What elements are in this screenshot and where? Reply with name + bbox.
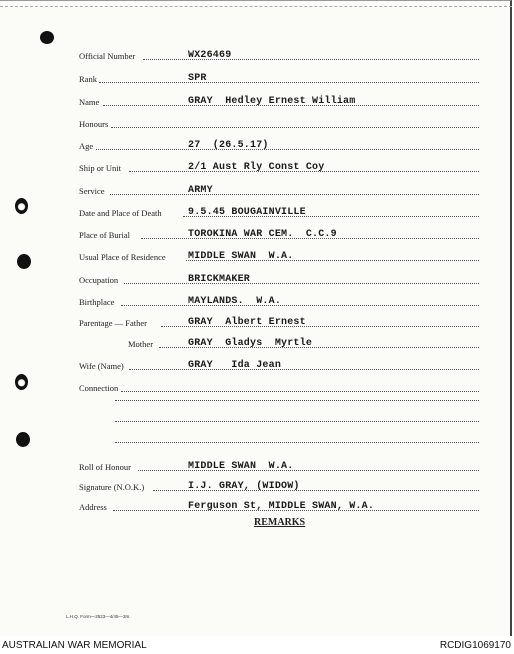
remarks-heading: REMARKS (254, 517, 306, 528)
field-value: TOROKINA WAR CEM. C.C.9 (188, 229, 337, 240)
field-label: Occupation (79, 275, 119, 285)
field-official-number (79, 47, 479, 61)
form-imprint: L.H.Q. Form—2523—4/45—3m. (66, 614, 131, 619)
field-label: Mother (128, 339, 154, 349)
connection-blank-line (115, 421, 479, 422)
field-honours (79, 115, 479, 129)
field-value: 9.5.45 BOUGAINVILLE (188, 207, 306, 218)
field-occupation (79, 271, 479, 285)
dotted-rule (121, 305, 479, 306)
record-id: RCDIG1069170 (439, 640, 511, 651)
field-residence (79, 248, 479, 262)
field-label: Official Number (79, 51, 136, 61)
dotted-rule (121, 391, 479, 392)
field-label: Service (79, 186, 105, 196)
field-value: 2/1 Aust Rly Const Coy (188, 162, 325, 173)
connection-blank-line (115, 400, 479, 401)
punch-hole-icon (15, 198, 28, 214)
field-label: Connection (79, 383, 119, 393)
field-signature (79, 478, 479, 492)
field-ship-or-unit (79, 159, 479, 173)
field-value: MIDDLE SWAN W.A. (188, 461, 294, 472)
punch-hole-icon (15, 374, 28, 390)
connection-blank-line (115, 442, 479, 443)
field-address (79, 498, 479, 512)
field-name (79, 93, 479, 107)
field-label: Address (79, 502, 107, 512)
field-label: Usual Place of Residence (79, 252, 166, 262)
field-place-of-burial (79, 226, 479, 240)
field-date-place-death (79, 204, 479, 218)
field-value: GRAY Hedley Ernest William (188, 96, 356, 107)
field-value: WX26469 (188, 50, 232, 61)
field-connection (79, 379, 479, 393)
archive-name: AUSTRALIAN WAR MEMORIAL (2, 640, 147, 651)
field-age (79, 137, 479, 151)
field-value: GRAY Gladys Myrtle (188, 338, 313, 349)
top-border (0, 1, 512, 7)
field-label: Name (79, 97, 100, 107)
field-label: Age (79, 141, 94, 151)
dotted-rule (96, 149, 479, 150)
field-service (79, 182, 479, 196)
field-label: Birthplace (79, 297, 115, 307)
field-value: Ferguson St, MIDDLE SWAN, W.A. (188, 501, 375, 512)
field-rank (79, 70, 479, 84)
field-label: Honours (79, 119, 109, 129)
field-label: Wife (Name) (79, 361, 124, 371)
field-value: ARMY (188, 185, 213, 196)
field-label: Date and Place of Death (79, 208, 162, 218)
field-label: Roll of Honour (79, 462, 131, 472)
dotted-rule (129, 369, 479, 370)
field-value: MAYLANDS. W.A. (188, 296, 282, 307)
punch-hole-icon (40, 31, 54, 44)
field-wife (79, 357, 479, 371)
dotted-rule (111, 127, 479, 128)
dotted-rule (110, 194, 479, 195)
field-label: Ship or Unit (79, 163, 122, 173)
field-roll-of-honour (79, 458, 479, 472)
archive-footer (0, 640, 514, 654)
field-mother (79, 335, 479, 349)
field-label: Place of Burial (79, 230, 130, 240)
field-value: BRICKMAKER (188, 274, 251, 285)
field-birthplace (79, 293, 479, 307)
dotted-rule (124, 283, 479, 284)
field-value: I.J. GRAY, (WIDOW) (188, 481, 300, 492)
punch-hole-icon (16, 432, 30, 447)
field-value: GRAY Ida Jean (188, 360, 282, 371)
field-value: GRAY Albert Ernest (188, 317, 306, 328)
field-father (79, 314, 479, 328)
field-label: Parentage — Father (79, 318, 147, 328)
field-label: Rank (79, 74, 97, 84)
dotted-rule (99, 82, 479, 83)
field-value: MIDDLE SWAN W.A. (188, 251, 294, 262)
field-label: Signature (N.O.K.) (79, 482, 145, 492)
field-value: SPR (188, 73, 207, 84)
field-value: 27 (26.5.17) (188, 140, 269, 151)
punch-hole-icon (17, 254, 31, 269)
